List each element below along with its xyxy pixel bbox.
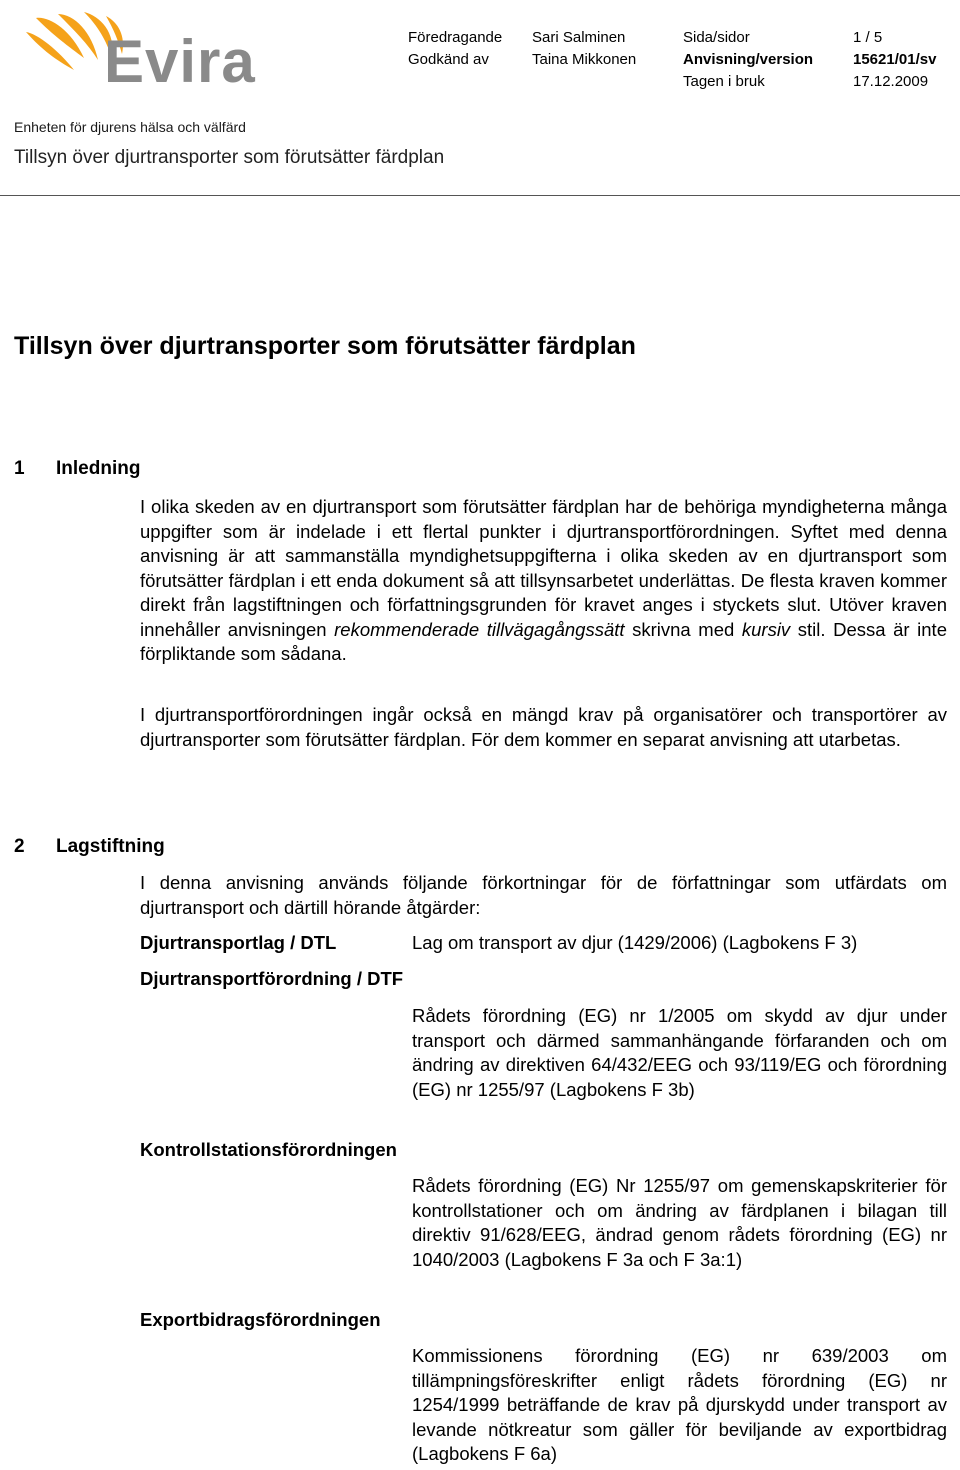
text-run: skrivna med bbox=[624, 618, 742, 640]
term-kontrollstationsforordningen: Kontrollstationsförordningen bbox=[140, 1139, 397, 1160]
term-exportbidragsforordningen: Exportbidragsförordningen bbox=[140, 1309, 381, 1330]
approved-label: Godkänd av bbox=[408, 51, 489, 68]
section-1-heading bbox=[14, 458, 140, 480]
text-run: I olika skeden av en djurtransport som förutsätter färdplan har de behöriga myndigheterna många uppgifter som är indelade i ett flertal punkter i djurtransportförordningen. Syftet med denna anvisning är att sammanställa myndighetsuppgifterna i olika skeden av en djurtransport som förutsätter färdplan i ett enda dokument så att tillsynsarbetet underlättas. De flesta kraven kommer direkt från lagstiftningen och författningsgrunden för kravet anges i styckets slut. Utöver kraven innehåller anvisningen bbox=[140, 496, 947, 640]
section-1-paragraph-2: I djurtransportförordningen ingår också en mängd krav på organisatörer och transportörer av djurtransporter som förutsätter färdplan. För dem kommer en separat anvisning att utarbetas. bbox=[140, 704, 947, 750]
effective-label: Tagen i bruk bbox=[683, 73, 765, 90]
header-doc-title: Tillsyn över djurtransporter som förutsätter färdplan bbox=[14, 147, 445, 168]
definition-djurtransportlag: Lag om transport av djur (1429/2006) (Lagbokens F 3) bbox=[412, 932, 858, 953]
section-number: 1 bbox=[14, 458, 25, 479]
definition-kontrollstationsforordningen: Rådets förordning (EG) Nr 1255/97 om gemenskapskriterier för kontrollstationer och om ändring av färdplanen i bilagan till direktiv 91/628/EEG, ändrad genom rådets förordning (EG) nr 1040/2003 (Lagbokens F 3a och F 3a:1) bbox=[412, 1175, 947, 1270]
italic-text: rekommenderade tillvägagångssätt bbox=[334, 618, 625, 640]
logo-wordmark: Evira bbox=[104, 28, 256, 95]
unit-name: Enheten för djurens hälsa och välfärd bbox=[14, 119, 246, 135]
presenter-label: Föredragande bbox=[408, 29, 503, 46]
section-number: 2 bbox=[14, 836, 25, 857]
presenter-value: Sari Salminen bbox=[532, 29, 626, 46]
approved-value: Taina Mikkonen bbox=[532, 51, 637, 68]
header-divider bbox=[0, 195, 960, 196]
page-value: 1 / 5 bbox=[853, 29, 883, 46]
effective-value: 17.12.2009 bbox=[853, 73, 929, 90]
version-label: Anvisning/version bbox=[683, 51, 814, 68]
evira-logo bbox=[18, 10, 278, 95]
page-label: Sida/sidor bbox=[683, 29, 750, 46]
section-title: Inledning bbox=[56, 458, 141, 479]
term-djurtransportlag: Djurtransportlag / DTL bbox=[140, 932, 337, 953]
section-1-paragraph-1 bbox=[140, 495, 947, 667]
definition-djurtransportforordning: Rådets förordning (EG) nr 1/2005 om skydd av djur under transport och därmed sammanhängande förfaranden och om ändring av direktiven 64/432/EEG och 93/119/EG och förordning (EG) nr 1255/97 (Lagbokens F 3b) bbox=[412, 1005, 947, 1100]
section-2-intro: I denna anvisning används följande förkortningar för de författningar som utfärdats om djurtransport och därtill hörande åtgärder: bbox=[140, 872, 947, 918]
italic-text: kursiv bbox=[741, 618, 791, 640]
version-value: 15621/01/sv bbox=[853, 51, 937, 68]
term-djurtransportforordning: Djurtransportförordning / DTF bbox=[140, 968, 404, 989]
definition-exportbidragsforordningen: Kommissionens förordning (EG) nr 639/2003 om tillämpningsföreskrifter enligt rådets förordning (EG) nr 1254/1999 beträffande de krav på djurskydd under transport av levande nötkreatur som gäller för beviljande av exportbidrag (Lagbokens F 6a) bbox=[412, 1345, 947, 1464]
page-title: Tillsyn över djurtransporter som förutsätter färdplan bbox=[14, 332, 636, 360]
text-run: stil. Dessa är inte förpliktande som sådana. bbox=[140, 618, 947, 664]
section-2-heading bbox=[14, 836, 165, 858]
section-title: Lagstiftning bbox=[56, 836, 165, 857]
